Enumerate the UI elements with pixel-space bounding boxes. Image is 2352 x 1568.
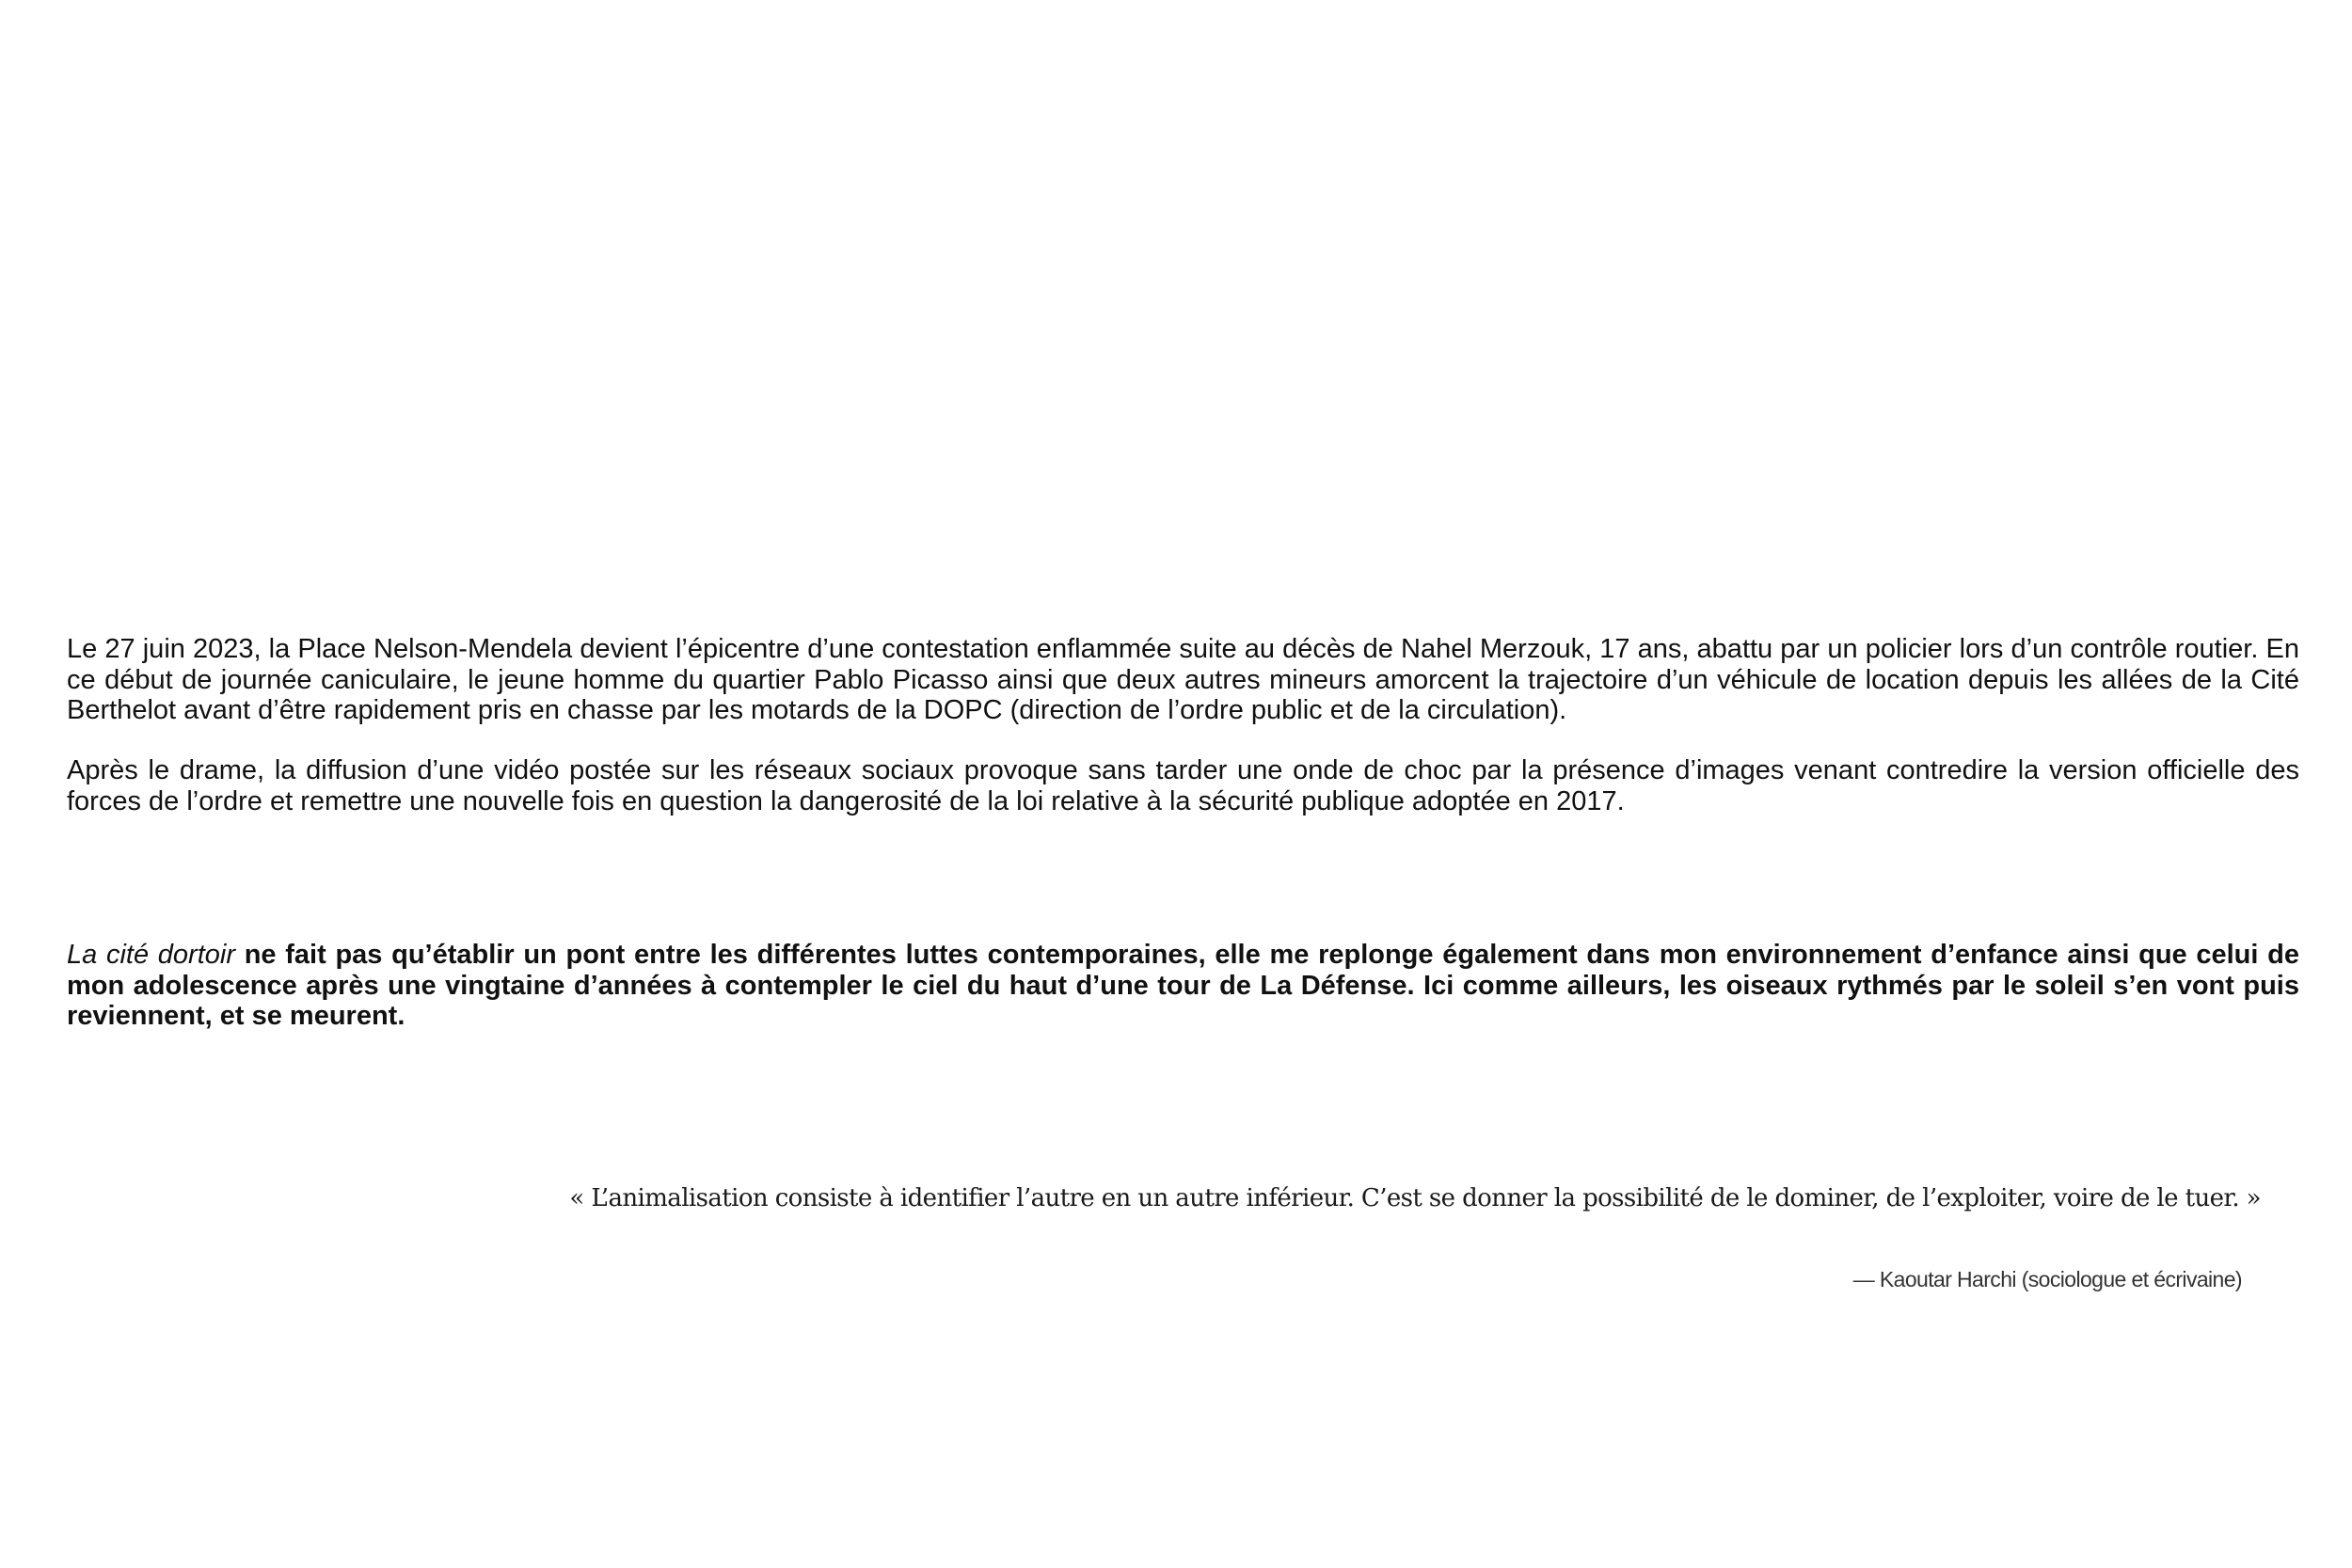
work-title: La cité dortoir — [67, 940, 235, 970]
paragraph-statement — [67, 940, 2299, 1032]
paragraph-aftermath: Après le drame, la diffusion d’une vidéo postée sur les réseaux sociaux provoque sans tarder une onde de choc par la présence d’images venant contredire la version officielle des forces de l’ordre et remettre une nouvelle fois en question la dangerosité de la loi relative à la sécurité publique adoptée en 2017. — [67, 755, 2299, 816]
quote-attribution: — Kaoutar Harchi (sociologue et écrivaine) — [1852, 1267, 2242, 1291]
statement-text: ne fait pas qu’établir un pont entre les différentes luttes contemporaines, elle me replonge également dans mon environnement d’enfance ainsi que celui de mon adolescence après une vingtaine d’années à contempler le ciel du haut d’une tour de La Défense. Ici comme ailleurs, les oiseaux rythmés par le soleil s’en vont puis reviennent, et se meurent. — [67, 940, 2300, 1031]
paragraph-context: Le 27 juin 2023, la Place Nelson-Mendela devient l’épicentre d’une contestation enflammée suite au décès de Nahel Merzouk, 17 ans, abattu par un policier lors d’un contrôle routier. En ce début de journée caniculaire, le jeune homme du quartier Pablo Picasso ainsi que deux autres mineurs amorcent la trajectoire d’un véhicule de location depuis les allées de la Cité Berthelot avant d’être rapidement pris en chasse par les motards de la DOPC (direction de l’ordre public et de la circulation). — [67, 634, 2299, 725]
epigraph-quote: « L’animalisation consiste à identifier l’autre en un autre inférieur. C’est se donner la possibilité de le dominer, de l’exploiter, voire de le tuer. » — [569, 1184, 2261, 1212]
